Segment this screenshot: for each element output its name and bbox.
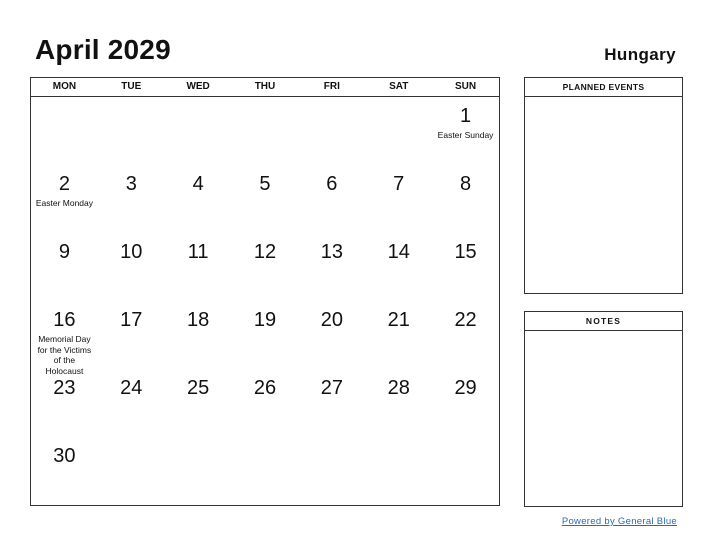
day-number: 19 [253, 309, 277, 331]
day-cell [365, 437, 432, 505]
day-number [98, 97, 165, 103]
day-cell [31, 97, 98, 165]
day-number: 7 [393, 173, 405, 195]
day-cell [165, 233, 232, 301]
day-cell [298, 233, 365, 301]
day-number: 20 [320, 309, 343, 331]
day-number: 28 [387, 377, 410, 399]
planned-events-panel [524, 77, 683, 294]
calendar-week-row [31, 369, 499, 437]
day-number [365, 97, 432, 103]
day-cell [298, 437, 365, 505]
day-number [165, 97, 232, 103]
day-cell [432, 437, 499, 505]
day-number: 11 [187, 241, 209, 263]
day-number: 2 [58, 173, 70, 195]
day-number: 15 [454, 241, 477, 263]
weekday-tue: TUE [121, 81, 142, 92]
day-number [365, 437, 432, 443]
day-number [432, 437, 499, 443]
day-cell [365, 233, 432, 301]
page-title: April 2029 [35, 34, 171, 65]
day-cell [98, 369, 165, 437]
day-cell [432, 165, 499, 233]
holiday-label: Easter Sunday [437, 130, 494, 140]
day-number: 6 [326, 173, 338, 195]
day-number [298, 97, 365, 103]
day-cell [165, 97, 232, 165]
day-cell [31, 233, 98, 301]
day-cell [98, 301, 165, 376]
day-number [232, 97, 299, 103]
day-number: 30 [53, 445, 76, 467]
weekday-sat: SAT [389, 81, 409, 92]
day-number: 23 [53, 377, 76, 399]
weekday-thu: THU [254, 81, 276, 92]
powered-by-link[interactable]: Powered by General Blue [561, 516, 677, 527]
day-cell [232, 97, 299, 165]
day-number [298, 437, 365, 443]
day-number: 12 [253, 241, 277, 263]
day-cell [98, 97, 165, 165]
day-number: 9 [58, 241, 70, 263]
day-cell [365, 165, 432, 233]
day-cell [98, 233, 165, 301]
day-number: 13 [320, 241, 343, 263]
weekday-header-row [31, 78, 499, 97]
calendar-grid [30, 77, 500, 506]
day-number: 5 [259, 173, 271, 195]
holiday-label: Easter Monday [35, 198, 93, 208]
day-number: 22 [454, 309, 477, 331]
day-number: 26 [253, 377, 277, 399]
day-cell [31, 301, 98, 376]
day-number: 25 [187, 377, 210, 399]
day-number: 4 [192, 173, 204, 195]
country-label: Hungary [604, 45, 676, 64]
weekday-fri: FRI [323, 81, 340, 92]
day-cell [31, 369, 98, 437]
day-cell [31, 437, 98, 505]
day-cell [232, 369, 299, 437]
day-number [165, 437, 232, 443]
calendar-week-row [31, 233, 499, 301]
day-number: 10 [120, 241, 143, 263]
day-cell [31, 165, 98, 233]
day-number: 29 [454, 377, 477, 399]
day-cell [298, 165, 365, 233]
day-number [232, 437, 299, 443]
day-cell [98, 165, 165, 233]
day-cell [432, 97, 499, 165]
day-cell [232, 233, 299, 301]
notes-title: NOTES [525, 312, 682, 331]
day-number: 18 [187, 309, 210, 331]
day-number: 27 [320, 377, 343, 399]
day-number: 8 [460, 173, 472, 195]
day-cell [232, 301, 299, 376]
calendar-week-row [31, 301, 499, 376]
day-cell [298, 97, 365, 165]
day-number: 3 [125, 173, 137, 195]
day-cell [432, 369, 499, 437]
day-cell [98, 437, 165, 505]
calendar-week-row [31, 437, 499, 505]
day-cell [232, 165, 299, 233]
day-number: 24 [120, 377, 143, 399]
day-cell [432, 301, 499, 376]
day-cell [165, 301, 232, 376]
calendar-week-row [31, 97, 499, 165]
day-number [31, 97, 98, 103]
day-number: 16 [53, 309, 76, 331]
weekday-wed: WED [186, 81, 210, 92]
day-cell [165, 369, 232, 437]
day-cell [365, 369, 432, 437]
day-cell [432, 233, 499, 301]
day-cell [298, 369, 365, 437]
day-number: 17 [120, 309, 143, 331]
calendar-weeks [31, 97, 499, 505]
day-cell [365, 97, 432, 165]
day-number [98, 437, 165, 443]
day-number: 14 [387, 241, 410, 263]
day-cell [165, 165, 232, 233]
day-number: 1 [460, 105, 472, 127]
day-cell [298, 301, 365, 376]
calendar-week-row [31, 165, 499, 233]
weekday-mon: MON [52, 81, 77, 92]
notes-panel [524, 311, 683, 507]
day-cell [232, 437, 299, 505]
planned-events-title: PLANNED EVENTS [525, 78, 682, 97]
day-cell [165, 437, 232, 505]
weekday-sun: SUN [455, 81, 477, 92]
day-cell [365, 301, 432, 376]
holiday-label: Memorial Day for the Victims of the Holocaust [37, 334, 92, 376]
day-number: 21 [387, 309, 410, 331]
